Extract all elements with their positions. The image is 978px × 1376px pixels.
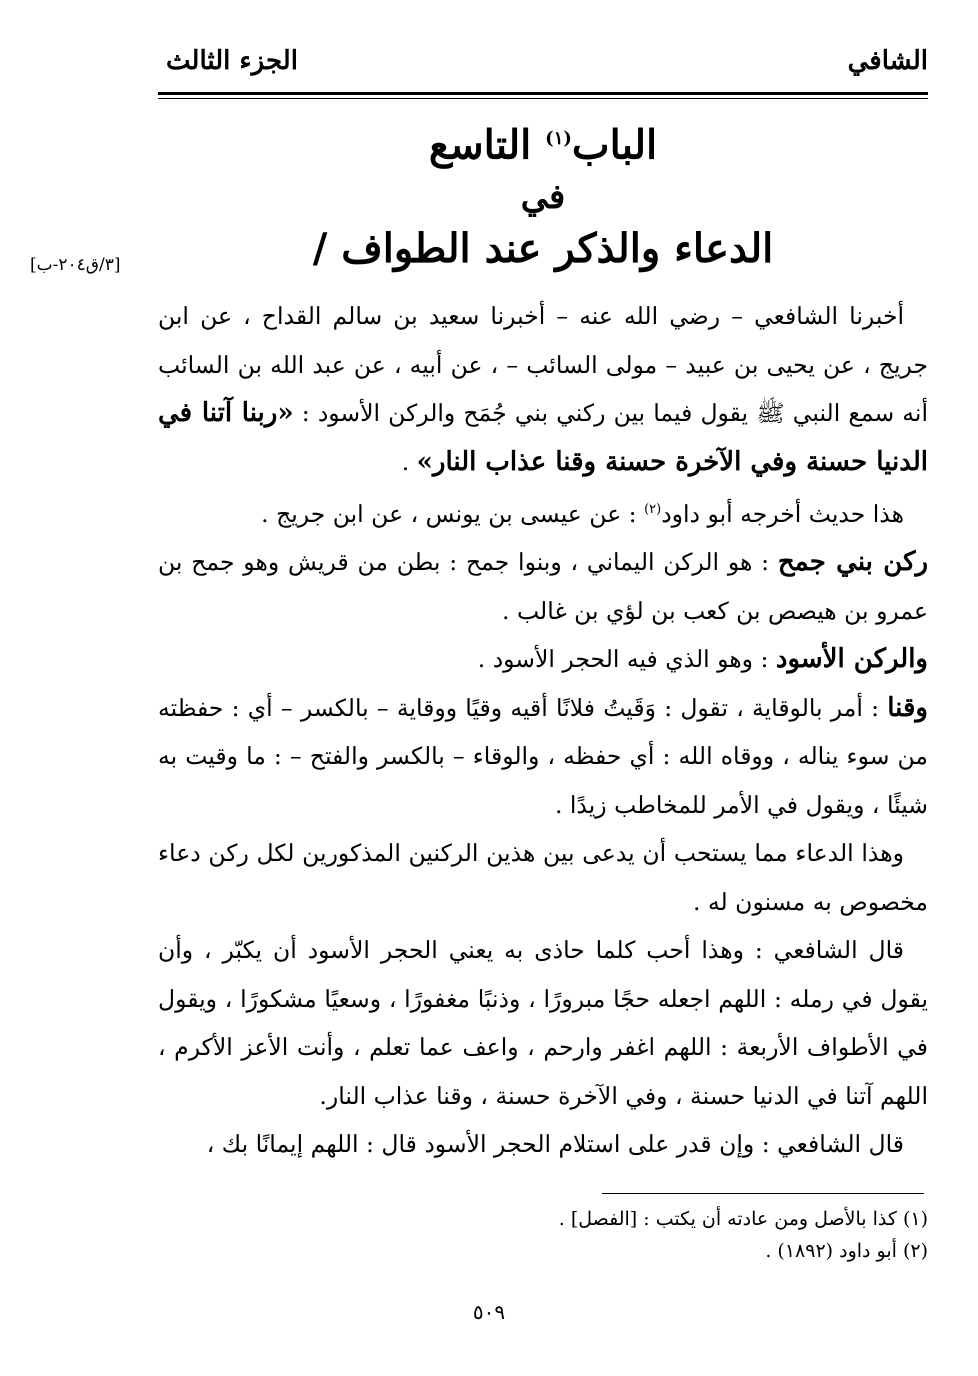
book-title: الشافي bbox=[847, 46, 928, 76]
paragraph-dua: وهذا الدعاء مما يستحب أن يدعى بين هذين الركنين المذكورين لكل ركن دعاء مخصوص به مسنون له . bbox=[158, 839, 928, 916]
chapter-title-line2: في bbox=[520, 177, 566, 218]
chapter-title-line1: الباب$^{(١)}$ التاسع bbox=[428, 121, 658, 169]
paragraph-isnad: أخبرنا الشافعي – رضي الله عنه – أخبرنا سعيد بن سالم القداح ، عن ابن جريج ، عن يحيى بن عبيد – مولى السائب – ، عن أبيه ، عن عبد الله بن السائب أنه سمع النبي ﷺ يقول فيما بين ركني بني جُمَح والركن الأسود : «ربنا آتنا في الدنيا حسنة وفي الآخرة حسنة وقنا عذاب النار» . bbox=[158, 302, 928, 477]
paragraph-shafii-1: قال الشافعي : وهذا أحب كلما حاذى به يعني الحجر الأسود أن يكبّر ، وأن يقول في رمله : اللهم اجعله حجًا مبرورًا ، وذنبًا مغفورًا ، وسعيًا مشكورًا ، ويقول في الأطواف الأربعة : اللهم اغفر وارحم ، واعف عما تعلم ، وأنت الأعز الأكرم ، اللهم آتنا في الدنيا حسنة ، وفي الآخرة حسنة ، وقنا عذاب النار. bbox=[158, 936, 928, 1110]
page-number: ٥٠٩ bbox=[472, 1300, 506, 1324]
header-rule bbox=[158, 92, 928, 95]
definition-term: وقنا bbox=[887, 692, 928, 723]
manuscript-folio-ref: [٣/ق٢٠٤-ب] bbox=[30, 255, 121, 275]
definition-qina: وقنا : أمر بالوقاية ، تقول : وَقَيتُ فلانًا أقيه وقيًا ووقاية – بالكسر – أي : حفظته من سوء يناله ، ووقاه الله : أي حفظه ، والوقاء – بالكسر والفتح – : ما وقيت به شيئًا ، ويقول في الأمر للمخاطب زيدًا . bbox=[158, 692, 928, 819]
footnote-marker-1: (١) bbox=[545, 128, 572, 149]
definition-term: ركن بني جمح bbox=[777, 547, 929, 578]
page-header bbox=[158, 42, 928, 90]
footnote-2: (٢) أبو داود (١٨٩٢) . bbox=[765, 1240, 928, 1262]
footnotes bbox=[158, 1203, 928, 1267]
footnote-rule bbox=[602, 1193, 924, 1194]
header-rule-thin bbox=[158, 98, 928, 99]
hadith-quote: «ربنا آتنا في الدنيا حسنة وفي الآخرة حسنة وقنا عذاب النار» bbox=[158, 398, 928, 477]
definition-rukn-bani-jumah: ركن بني جمح : هو الركن اليماني ، وبنوا جمح : بطن من قريش وهو جمح بن عمرو بن هيصص بن كعب بن لؤي بن غالب . bbox=[158, 547, 929, 625]
paragraph-takhrij: هذا حديث أخرجه أبو داود$^{(٢)}$ : عن عيسى بن يونس ، عن ابن جريج . bbox=[261, 499, 904, 528]
definition-rukn-aswad: والركن الأسود : وهو الذي فيه الحجر الأسود . bbox=[477, 644, 928, 675]
footnote-marker-2: (٢) bbox=[644, 502, 662, 517]
definition-term: والركن الأسود bbox=[775, 644, 928, 675]
main-text bbox=[158, 292, 928, 1169]
chapter-heading bbox=[158, 108, 928, 280]
volume-title: الجزء الثالث bbox=[166, 46, 298, 76]
paragraph-shafii-2: قال الشافعي : وإن قدر على استلام الحجر الأسود قال : اللهم إيمانًا بك ، bbox=[206, 1130, 904, 1159]
footnote-1: (١) كذا بالأصل ومن عادته أن يكتب : [الفصل] . bbox=[558, 1208, 928, 1230]
chapter-title-line3: الدعاء والذكر عند الطواف / bbox=[312, 225, 774, 273]
